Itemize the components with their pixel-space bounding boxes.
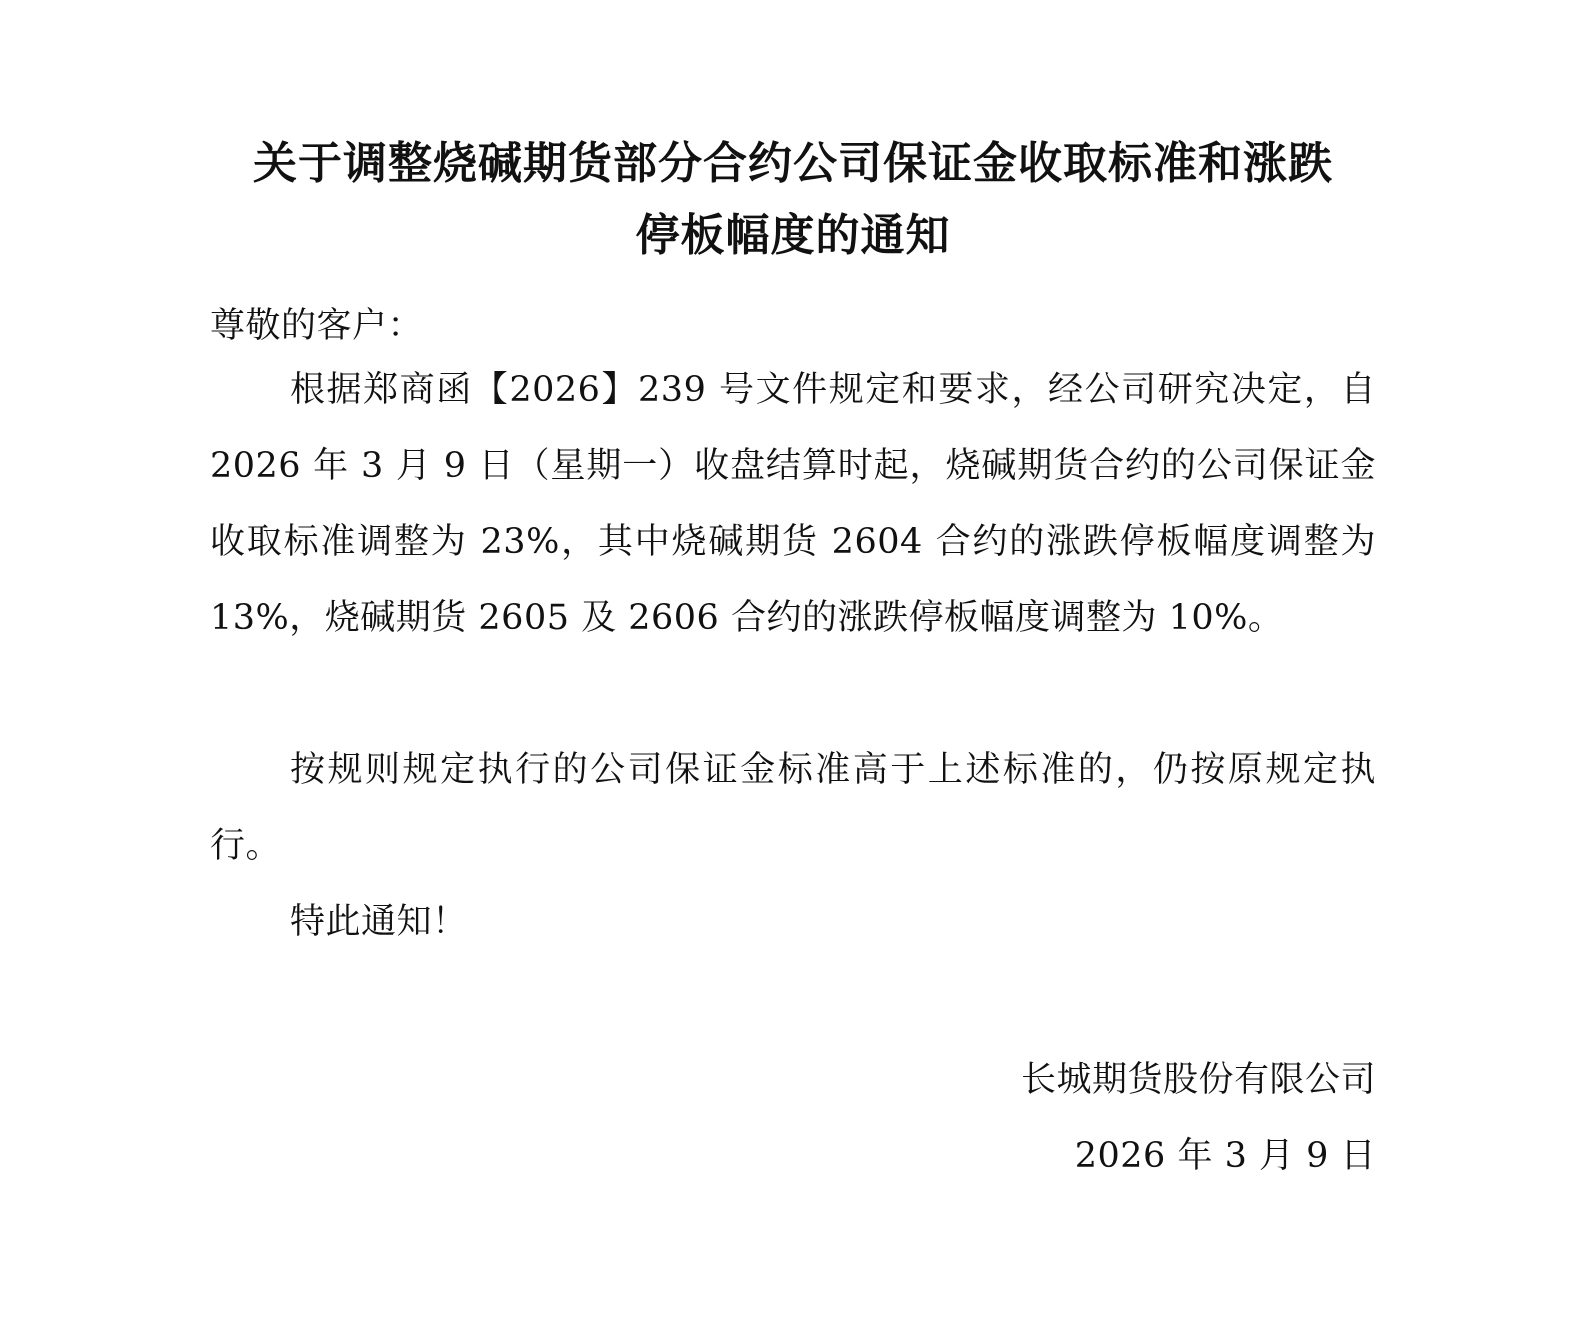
signature-block xyxy=(1021,1042,1376,1194)
company-name: 长城期货股份有限公司 xyxy=(1020,1060,1376,1100)
paragraph-exception: 按规则规定执行的公司保证金标准高于上述标准的，仍按原规定执行。 xyxy=(210,750,1376,866)
greeting: 尊敬的客户： xyxy=(210,306,424,346)
notice-title xyxy=(210,128,1376,272)
notice-title-line-1: 关于调整烧碱期货部分合约公司保证金收取标准和涨跌 xyxy=(253,138,1333,189)
paragraph-adjustment: 根据郑商函【2026】239 号文件规定和要求，经公司研究决定，自 2026 年 3 月 9 日（星期一）收盘结算时起，烧碱期货合约的公司保证金收取标准调整为 23%，其中烧碱期货 2604 合约的涨跌停板幅度调整为 13%，烧碱期货 2605 及 2606 合约的涨跌停板幅度调整为 10%。 xyxy=(210,370,1376,638)
notice-title-line-2: 停板幅度的通知 xyxy=(635,210,951,261)
closing-remark: 特此通知！ xyxy=(290,902,468,942)
issue-date: 2026 年 3 月 9 日 xyxy=(1074,1136,1376,1176)
